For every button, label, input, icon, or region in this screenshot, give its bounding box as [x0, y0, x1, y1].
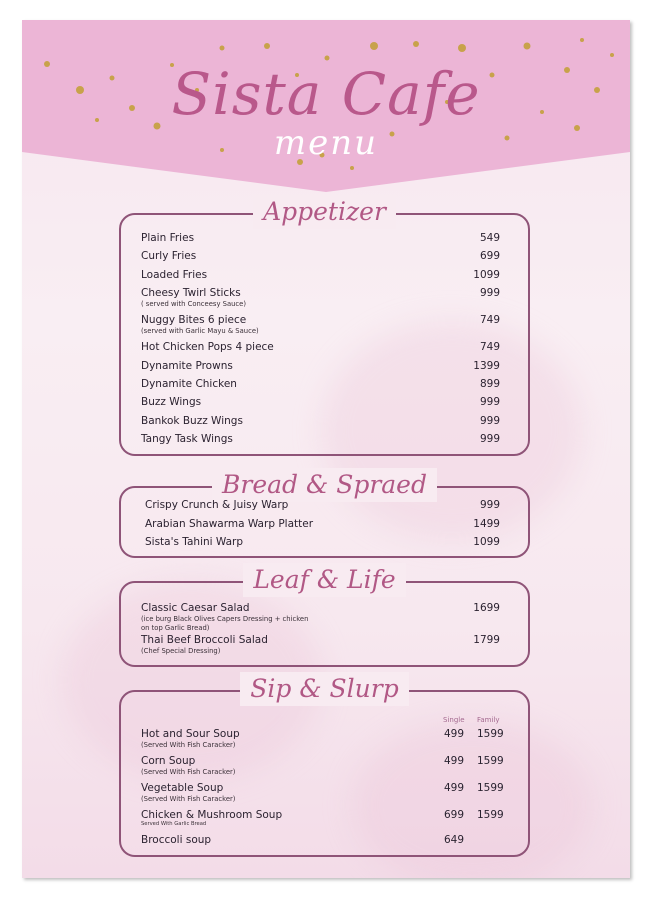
item-note: (Served With Fish Caracker) — [141, 741, 236, 749]
price-family: 1599 — [477, 809, 504, 821]
item-price: 549 — [479, 232, 500, 244]
item-name: Bankok Buzz Wings — [141, 415, 243, 427]
item-name: Loaded Fries — [141, 269, 208, 281]
section-sip — [119, 674, 530, 857]
section-appetizer — [119, 197, 530, 456]
item-price: 999 — [479, 499, 500, 511]
price-single: 499 — [444, 755, 465, 767]
section-title-sip: Sip & Slurp — [240, 672, 408, 706]
item-name: Nuggy Bites 6 piece — [141, 314, 247, 326]
item-price: 999 — [479, 287, 500, 299]
menu-subtitle: menu — [273, 123, 379, 163]
price-family: 1599 — [477, 755, 504, 767]
item-name: Dynamite Chicken — [141, 378, 237, 390]
item-name: Crispy Crunch & Juisy Warp — [145, 499, 289, 511]
item-price: 999 — [479, 396, 500, 408]
item-name: Plain Fries — [141, 232, 195, 244]
item-name: Buzz Wings — [141, 396, 202, 408]
item-note: (ice burg Black Olives Capers Dressing + chicken — [141, 615, 309, 623]
item-name: Tangy Task Wings — [141, 433, 233, 445]
item-name: Thai Beef Broccoli Salad — [141, 634, 268, 646]
item-name: Hot and Sour Soup — [141, 728, 240, 740]
single-column-header: Single — [443, 716, 465, 724]
item-name: Arabian Shawarma Warp Platter — [145, 518, 314, 530]
section-bread — [119, 470, 530, 558]
price-family: 1599 — [477, 728, 504, 740]
section-title-bread: Bread & Spraed — [212, 468, 437, 502]
price-single: 499 — [444, 728, 465, 740]
item-price: 749 — [479, 341, 500, 353]
item-name: Chicken & Mushroom Soup — [141, 809, 283, 821]
item-name: Classic Caesar Salad — [141, 602, 250, 614]
item-note: ( served with Conceesy Sauce) — [141, 300, 246, 308]
item-name: Corn Soup — [141, 755, 196, 767]
section-leaf — [119, 565, 530, 667]
family-column-header: Family — [477, 716, 500, 724]
price-single: 699 — [444, 809, 465, 821]
item-name: Broccoli soup — [141, 834, 212, 846]
item-price: 699 — [479, 250, 500, 262]
price-single: 649 — [444, 834, 465, 846]
item-price: 1699 — [473, 602, 500, 614]
item-price: 1099 — [473, 536, 500, 548]
item-name: Sista's Tahini Warp — [145, 536, 244, 548]
item-price: 1099 — [473, 269, 500, 281]
cafe-title: Sista Cafe — [171, 60, 481, 128]
item-name: Dynamite Prowns — [141, 360, 233, 372]
item-price: 999 — [479, 415, 500, 427]
section-title-appetizer: Appetizer — [253, 195, 396, 229]
section-title-leaf: Leaf & Life — [243, 563, 405, 597]
price-family: 1599 — [477, 782, 504, 794]
item-price: 1799 — [473, 634, 500, 646]
item-note: (Served With Fish Caracker) — [141, 768, 236, 776]
item-note: Served With Garlic Bread — [141, 821, 207, 827]
price-single: 499 — [444, 782, 465, 794]
item-note: (Chef Special Dressing) — [141, 647, 221, 655]
item-name: Cheesy Twirl Sticks — [141, 287, 241, 299]
item-price: 1499 — [473, 518, 500, 530]
item-note: (Served With Fish Caracker) — [141, 795, 236, 803]
item-name: Hot Chicken Pops 4 piece — [141, 341, 274, 353]
item-price: 899 — [479, 378, 500, 390]
item-price: 749 — [479, 314, 500, 326]
item-note: (served with Garlic Mayu & Sauce) — [141, 327, 259, 335]
item-name: Vegetable Soup — [141, 782, 224, 794]
item-name: Curly Fries — [141, 250, 197, 262]
item-price: 1399 — [473, 360, 500, 372]
item-note: on top Garlic Bread) — [141, 624, 210, 632]
menu-page — [22, 20, 630, 878]
item-price: 999 — [479, 433, 500, 445]
